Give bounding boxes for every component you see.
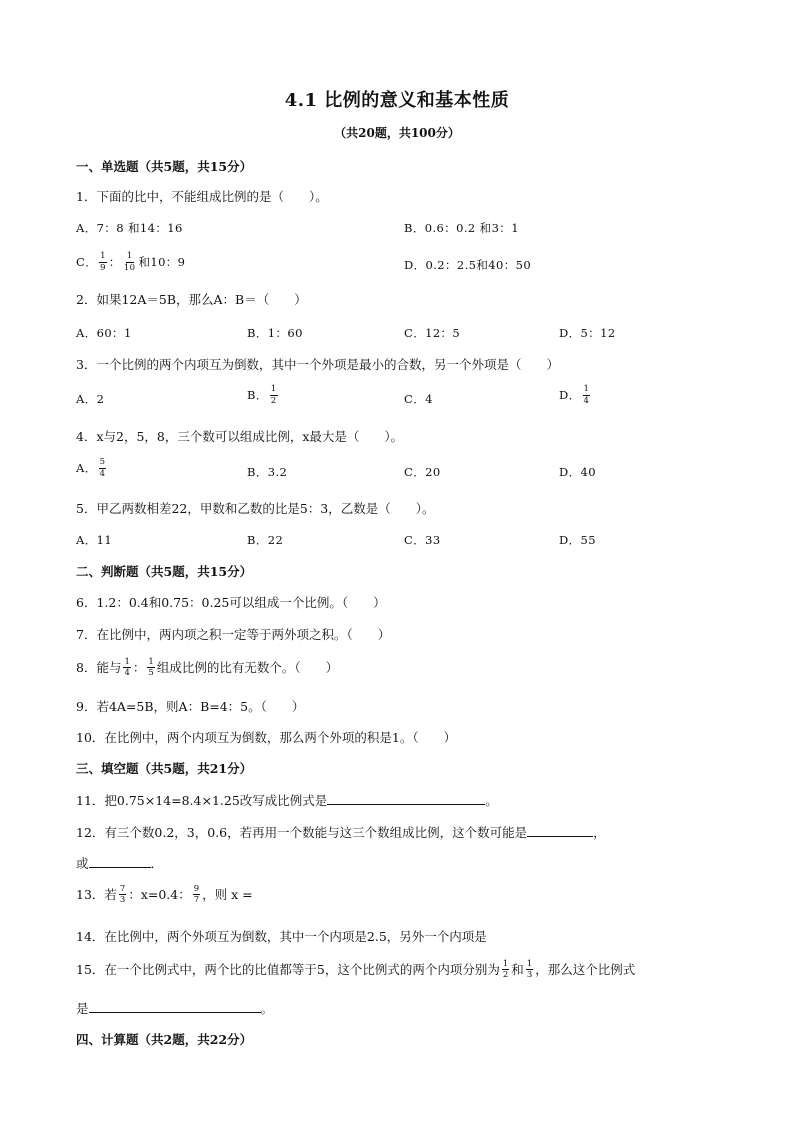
q2-option-b[interactable]: B．1：60 <box>247 326 303 340</box>
q3-option-c[interactable]: C．4 <box>404 392 433 406</box>
section-heading-single-choice: 一、单选题（共5题，共15分） <box>76 159 253 174</box>
fraction: $\frac{5}{4}$ <box>99 457 106 479</box>
q3-option-b[interactable]: B． $\frac{1}{2}$ <box>247 384 277 406</box>
q1-option-b[interactable]: B．0.6：0.2 和3：1 <box>404 221 519 235</box>
fraction: $\frac{1}{10}$ <box>123 251 136 273</box>
fraction: $\frac{1}{3}$ <box>526 958 533 980</box>
q4-option-b[interactable]: B．3.2 <box>247 465 288 479</box>
fraction: $\frac{1}{4}$ <box>124 656 130 678</box>
question-14: 14．在比例中，两个外项互为倒数，其中一个内项是2.5，另外一个内项是 <box>76 929 487 944</box>
question-3: 3．一个比例的两个内项互为倒数，其中一个外项是最小的合数，另一个外项是（ ） <box>76 357 559 372</box>
question-7: 7．在比例中，两内项之积一定等于两外项之积。（ ） <box>76 627 391 642</box>
question-2: 2．如果12A＝5B，那么A：B＝（ ） <box>76 292 307 307</box>
q3-option-a[interactable]: A．2 <box>76 392 105 406</box>
q2-option-a[interactable]: A．60：1 <box>76 326 132 340</box>
question-10: 10．在比例中，两个内项互为倒数，那么两个外项的积是1。（ ） <box>76 730 457 745</box>
q1-option-c[interactable]: C． $\frac{1}{9}$ ： $\frac{1}{10}$ 和10：9 <box>76 251 186 273</box>
question-9: 9．若4A=5B，则A：B=4：5。（ ） <box>76 699 305 714</box>
section-heading-calculation: 四、计算题（共2题，共22分） <box>76 1032 253 1047</box>
question-11: 11．把0.75×14=8.4×1.25改写成比例式是 。 <box>76 793 498 808</box>
answer-blank[interactable] <box>527 824 593 837</box>
question-1: 1．下面的比中，不能组成比例的是（ ）。 <box>76 189 328 204</box>
section-heading-true-false: 二、判断题（共5题，共15分） <box>76 564 253 579</box>
q1-option-a[interactable]: A．7：8 和14：16 <box>76 221 183 235</box>
question-15-line-2: 是 。 <box>76 1001 274 1016</box>
q5-option-c[interactable]: C．33 <box>404 533 441 547</box>
question-15-line-1: 15．在一个比例式中，两个比的比值都等于5，这个比例式的两个内项分别为 $\frac{1}{2}$ 和 $\frac{1}{3}$ ，那么这个比例式 <box>76 958 636 980</box>
fraction: $\frac{9}{7}$ <box>193 883 200 905</box>
q2-option-d[interactable]: D．5：12 <box>559 326 616 340</box>
q5-option-d[interactable]: D．55 <box>559 533 596 547</box>
fraction: $\frac{1}{9}$ <box>100 251 106 273</box>
question-13: 13．若 $\frac{7}{3}$ ：x=0.4： $\frac{9}{7}$ ，则 x = <box>76 883 253 905</box>
question-12-line-2: 或 ． <box>76 856 164 871</box>
answer-blank[interactable] <box>89 1000 261 1013</box>
fraction: $\frac{1}{2}$ <box>502 958 509 980</box>
q1-option-c-prefix: C． <box>76 255 98 269</box>
q4-option-d[interactable]: D．40 <box>559 465 596 479</box>
section-heading-fill-blank: 三、填空题（共5题，共21分） <box>76 761 253 776</box>
fraction: $\frac{1}{5}$ <box>148 656 154 678</box>
q4-option-c[interactable]: C．20 <box>404 465 441 479</box>
fraction: $\frac{1}{2}$ <box>270 384 277 406</box>
question-4: 4．x与2，5，8，三个数可以组成比例，x最大是（ ）。 <box>76 429 404 444</box>
question-8: 8．能与 $\frac{1}{4}$ ： $\frac{1}{5}$ 组成比例的比有无数个。（ ） <box>76 656 339 678</box>
q5-option-a[interactable]: A．11 <box>76 533 113 547</box>
q4-option-a[interactable]: A． $\frac{5}{4}$ <box>76 457 106 479</box>
answer-blank[interactable] <box>327 792 485 805</box>
fraction: $\frac{7}{3}$ <box>119 883 126 905</box>
question-6: 6．1.2：0.4和0.75：0.25可以组成一个比例。（ ） <box>76 595 386 610</box>
page-subtitle: （共20题，共100分） <box>334 126 460 140</box>
question-12-line-1: 12．有三个数0.2，3，0.6，若再用一个数能与这三个数组成比例，这个数可能是 ， <box>76 825 606 840</box>
q2-option-c[interactable]: C．12：5 <box>404 326 461 340</box>
fraction: $\frac{1}{4}$ <box>583 384 590 406</box>
question-5: 5．甲乙两数相差22，甲数和乙数的比是5：3，乙数是（ ）。 <box>76 501 435 516</box>
page-title: 4.1 比例的意义和基本性质 <box>284 90 510 111</box>
q1-option-d[interactable]: D．0.2：2.5和40：50 <box>404 258 532 272</box>
answer-blank[interactable] <box>89 855 151 868</box>
q5-option-b[interactable]: B．22 <box>247 533 284 547</box>
q3-option-d[interactable]: D． $\frac{1}{4}$ <box>559 384 590 406</box>
